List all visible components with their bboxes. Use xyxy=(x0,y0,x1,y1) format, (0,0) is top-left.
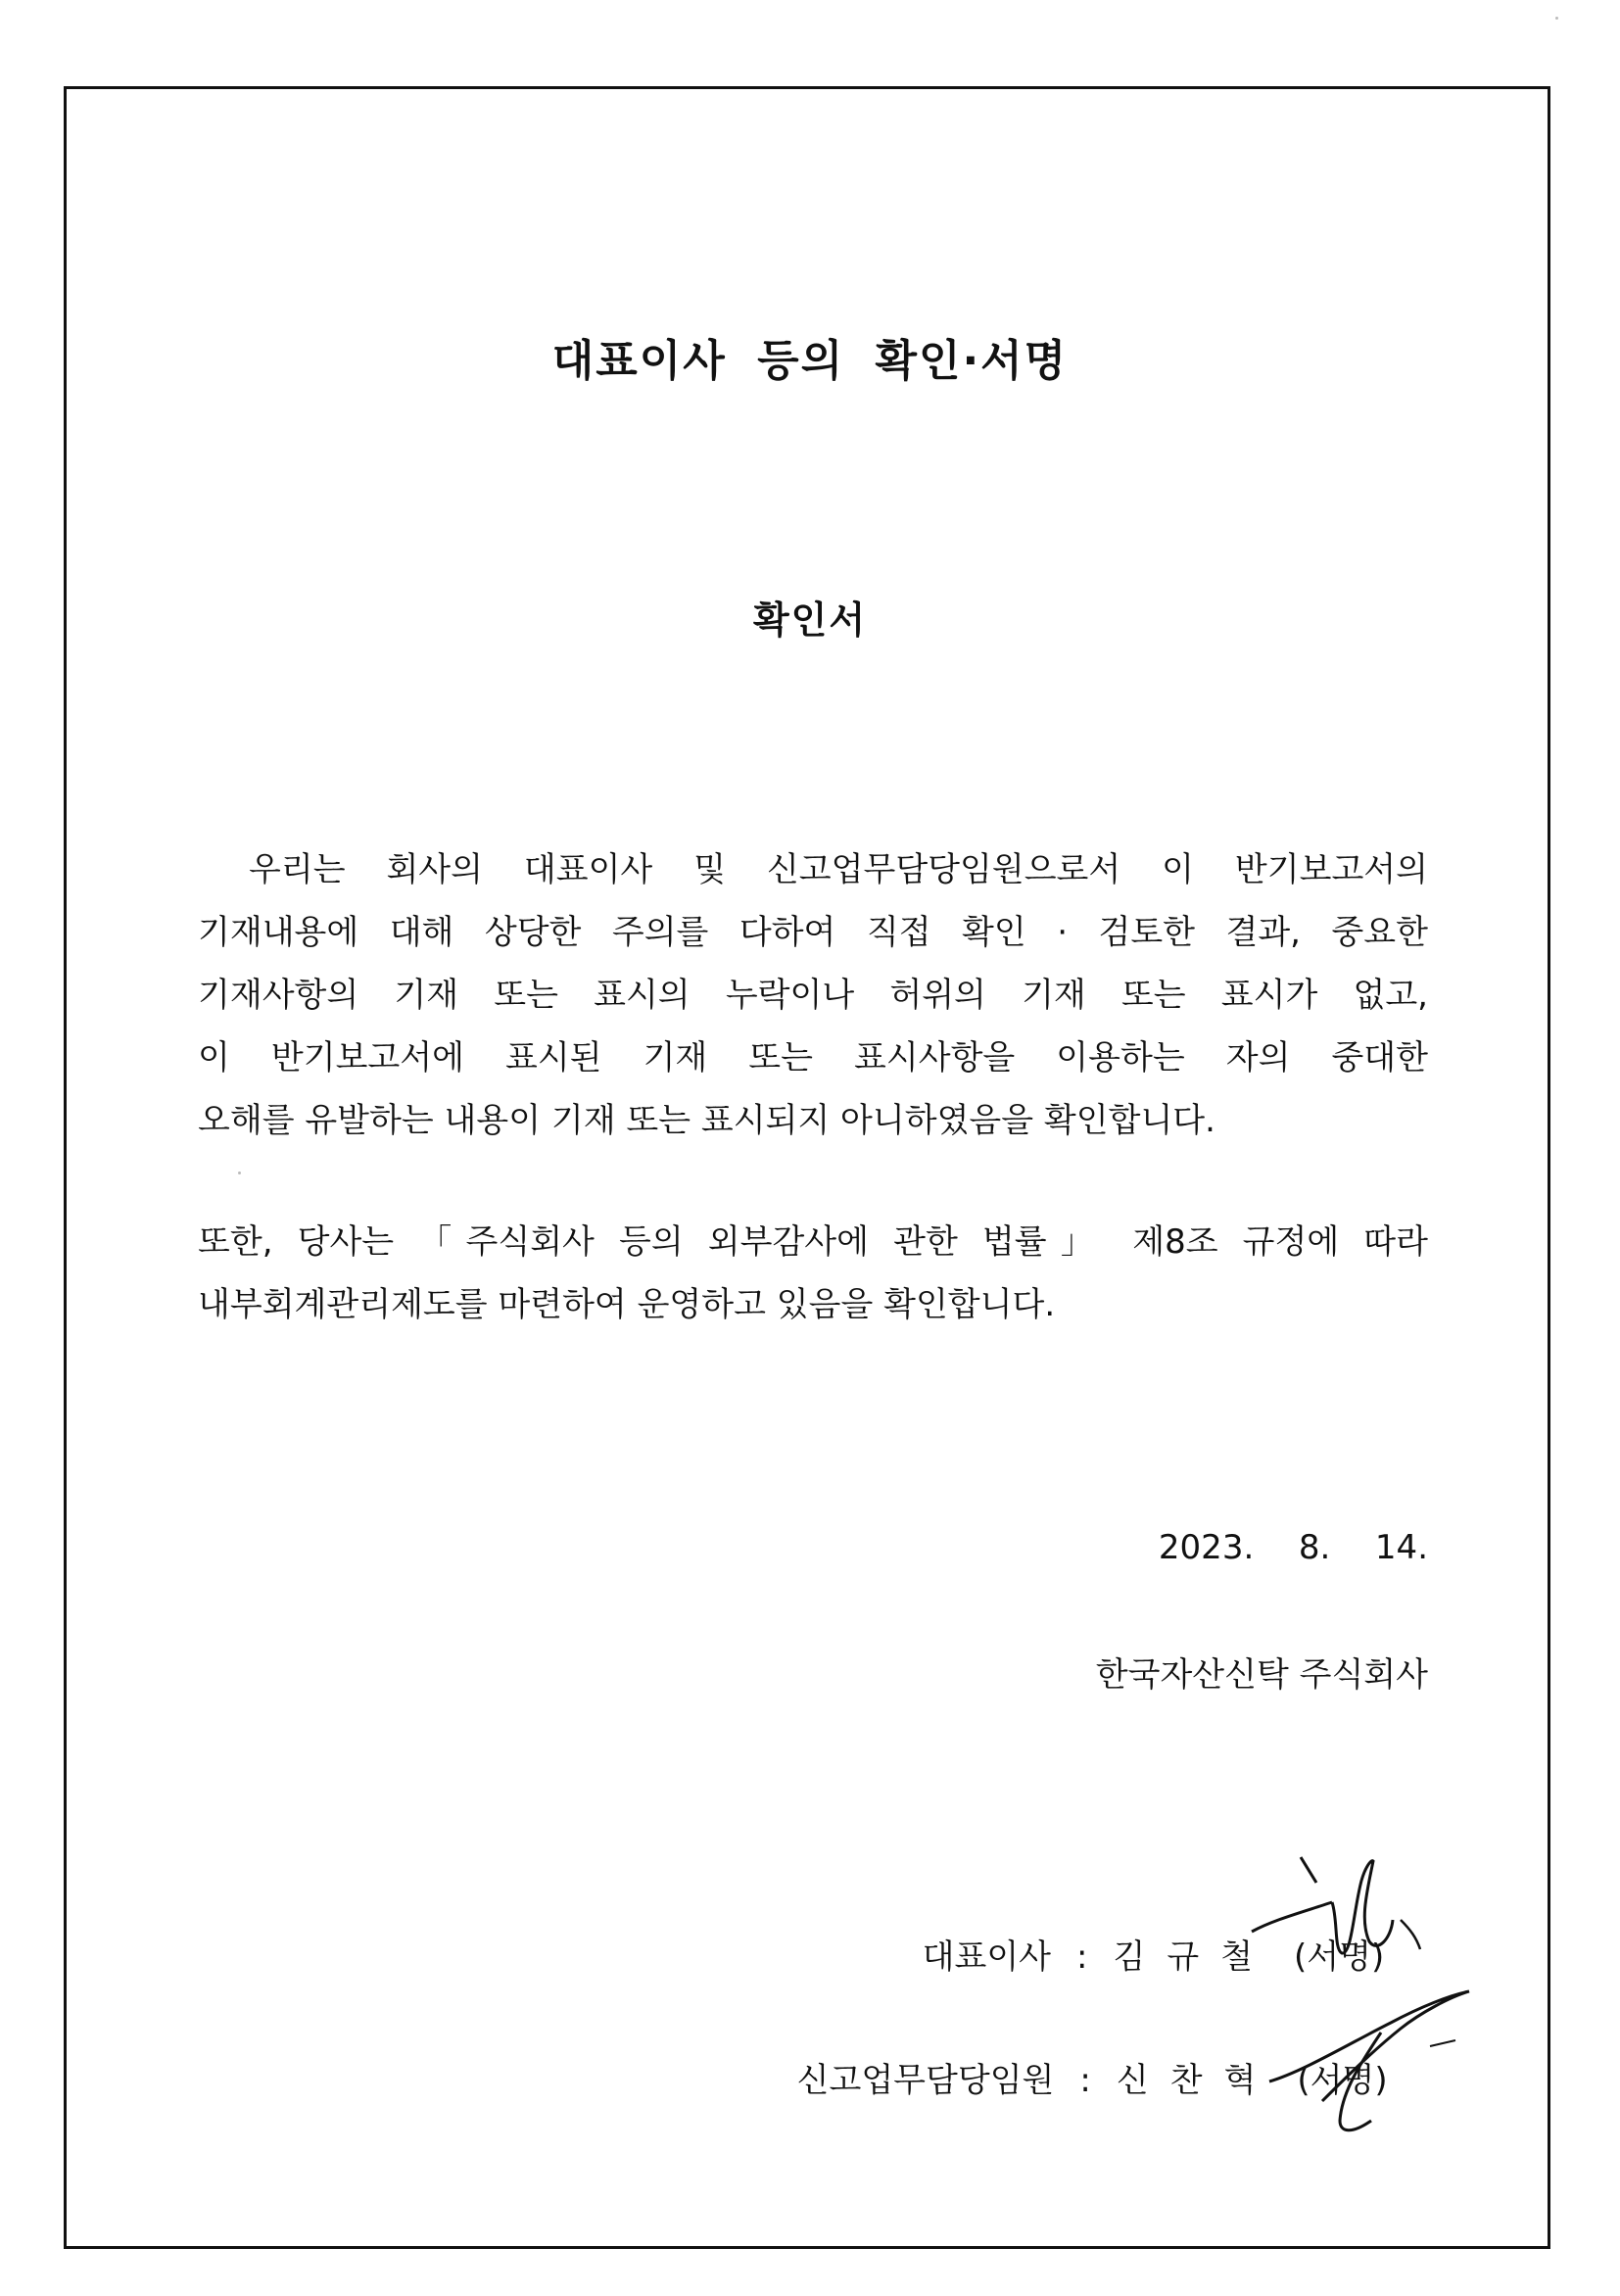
signatory-disclosure-officer xyxy=(776,2014,1388,2101)
document-title: 대표이사 등의 확인·서명 xyxy=(551,336,1069,386)
signatory-role: 신고업무담당임원 xyxy=(796,2061,1055,2100)
internal-control-paragraph xyxy=(198,1211,1428,1336)
separator: : xyxy=(1079,2061,1091,2100)
scan-speck xyxy=(1555,17,1558,20)
signatory-role: 대표이사 xyxy=(922,1937,1052,1977)
paragraph-line: 우리는 회사의 대표이사 및 신고업무담당임원으로서 이 반기보고서의 xyxy=(249,850,1428,889)
signature-label: (서명) xyxy=(1297,2061,1388,2100)
signature-label: (서명) xyxy=(1294,1937,1385,1977)
document-date: 2023. 8. 14. xyxy=(1158,1528,1428,1567)
paragraph-line: 이 반기보고서에 표시된 기재 또는 표시사항을 이용하는 자의 중대한 xyxy=(198,1038,1428,1077)
paragraph-line: 기재사항의 기재 또는 표시의 누락이나 허위의 기재 또는 표시가 없고, xyxy=(198,976,1428,1015)
signatory-ceo xyxy=(901,1890,1384,1978)
signatory-name: 신찬혁 xyxy=(1116,2061,1278,2100)
scan-speck xyxy=(238,1172,241,1174)
paragraph-line: 또한, 당사는 「주식회사 등의 외부감사에 관한 법률」 제8조 규정에 따라 xyxy=(198,1222,1428,1262)
paragraph-line: 내부회계관리제도를 마련하여 운영하고 있음을 확인합니다. xyxy=(198,1285,1056,1324)
signatory-name: 김규철 xyxy=(1113,1937,1275,1977)
separator: : xyxy=(1076,1937,1088,1977)
confirmation-paragraph xyxy=(198,838,1428,1152)
document-subtitle: 확인서 xyxy=(752,598,868,642)
paragraph-line: 기재내용에 대해 상당한 주의를 다하여 직접 확인 · 검토한 결과, 중요한 xyxy=(198,913,1428,952)
company-name: 한국자산신탁 주식회사 xyxy=(1095,1655,1428,1695)
paragraph-line: 오해를 유발하는 내용이 기재 또는 표시되지 아니하였음을 확인합니다. xyxy=(198,1101,1215,1140)
